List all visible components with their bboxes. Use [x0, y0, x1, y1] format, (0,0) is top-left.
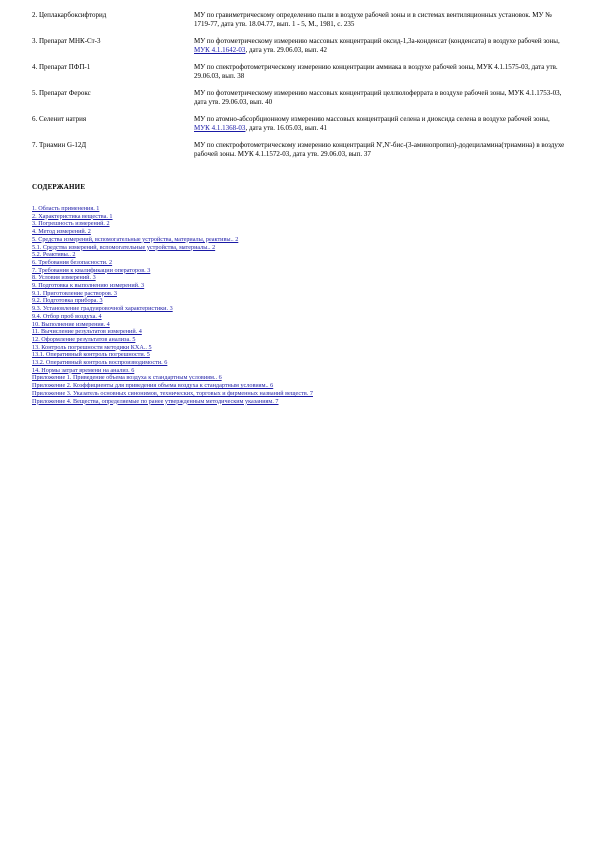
toc-link[interactable]: 9. Подготовка к выполнению измерений. 3	[32, 282, 145, 290]
toc-item	[32, 259, 572, 267]
toc-link[interactable]: 1. Область применения. 1	[32, 205, 100, 212]
reagent-name: 4. Препарат ПФП-1	[32, 63, 91, 71]
table-row	[32, 115, 567, 132]
toc-link[interactable]: 3. Погрешность измерений. 2	[32, 220, 110, 228]
toc-item	[32, 313, 572, 321]
toc-item	[32, 398, 572, 406]
toc-link[interactable]: 5.2. Реактивы.. 2	[32, 251, 76, 259]
toc-link[interactable]: 11. Вычисление результатов измерений. 4	[32, 328, 142, 336]
toc-link[interactable]: 6. Требования безопасности. 2	[32, 258, 113, 266]
toc-link[interactable]: 12. Оформление результатов анализа. 5	[32, 335, 136, 343]
reagent-method	[194, 115, 567, 132]
toc-link[interactable]: 10. Выполнение измерения. 4	[32, 320, 110, 328]
method-text: МУ по спектрофотометрическому измерению концентрации аммиака в воздухе рабочей зоны, МУК 4.1.1575-03, дата утв. 29.06.03, вып. 38	[194, 63, 558, 80]
document-link[interactable]: МУК 4.1.1642-03	[194, 45, 246, 54]
toc-link[interactable]: 13.2. Оперативный контроль воспроизводимости. 6	[32, 359, 168, 367]
table-row	[32, 89, 567, 106]
toc-item	[32, 344, 572, 352]
toc-link[interactable]: Приложение 2. Коэффициенты для приведения объема воздуха к стандартным условиям.. 6	[32, 382, 274, 390]
toc-item	[32, 290, 572, 298]
toc-item	[32, 282, 572, 290]
toc-link[interactable]: 9.1. Приготовление растворов. 3	[32, 289, 117, 297]
toc-item	[32, 321, 572, 329]
toc-item	[32, 359, 572, 367]
toc-link[interactable]: 9.3. Установление градуировочной характеристики. 3	[32, 305, 173, 313]
reagent-name: 3. Препарат МНК-Ст-3	[32, 37, 101, 45]
reagent-name: 6. Селенит натрия	[32, 115, 87, 123]
reagent-name: 7. Триамин G-12Д	[32, 141, 87, 149]
toc-item	[32, 374, 572, 382]
method-text: МУ по фотометрическому измерению массовых концентраций целлюлоферрата в воздухе рабочей зоны, МУК 4.1.1753-03, дата утв. 29.06.03, вып. 40	[194, 89, 562, 106]
toc-link[interactable]: 14. Нормы затрат времени на анализ. 6	[32, 366, 135, 374]
toc-link[interactable]: 5. Средства измерений, вспомогательные устройства, материалы, реактивы.. 2	[32, 235, 239, 243]
toc-link[interactable]: 8. Условия измерений. 3	[32, 274, 96, 282]
table-row	[32, 37, 567, 54]
method-text: , дата утв. 16.05.03, вып. 41	[245, 123, 328, 132]
toc-link[interactable]: 13.1. Оперативный контроль погрешности. 5	[32, 351, 150, 359]
toc-item	[32, 274, 572, 282]
document-link[interactable]: МУК 4.1.1368-03	[194, 123, 246, 132]
reagent-name: 5. Препарат Ферокс	[32, 89, 91, 97]
toc-link[interactable]: 13. Контроль погрешности методики КХА.. 5	[32, 343, 152, 351]
table-of-contents	[32, 205, 572, 405]
reagent-method	[194, 63, 567, 80]
table-row	[32, 63, 567, 80]
method-text: МУ по гравиметрическому определению пыли в воздухе рабочей зоны и в системах вентиляционных установок. МУ № 1719-77, дата утв. 18.04.77, вып. 1 - 5, М., 1981, с. 235	[194, 11, 552, 28]
toc-item	[32, 305, 572, 313]
reagent-method	[194, 89, 567, 106]
toc-item	[32, 336, 572, 344]
reagent-name: 2. Цеплакарбоксифторид	[32, 11, 107, 19]
reagent-method	[194, 141, 567, 158]
toc-item	[32, 251, 572, 259]
toc-item	[32, 382, 572, 390]
reagent-method	[194, 37, 567, 54]
toc-item	[32, 351, 572, 359]
toc-item	[32, 244, 572, 252]
toc-link[interactable]: 2. Характеристика вещества. 1	[32, 212, 113, 220]
table-row	[32, 141, 567, 158]
toc-item	[32, 213, 572, 221]
method-text: МУ по фотометрическому измерению массовых концентраций оксид-1,3а-конденсат (конденсата) в воздухе рабочей зоны,	[194, 37, 560, 45]
toc-item	[32, 267, 572, 275]
toc-link[interactable]: 4. Метод измерений. 2	[32, 228, 91, 236]
toc-link[interactable]: Приложение 3. Указатель основных синонимов, технических, торговых и фирменных названий веществ. 7	[32, 389, 313, 397]
method-text: МУ по спектрофотометрическому измерению концентраций N',N'-бис-(3-аминопропил)-додециламина(триамина) в воздухе рабочей зоны. МУК 4.1.1572-03, дата утв. 29.06.03, вып. 37	[194, 141, 565, 158]
reagents-table	[32, 11, 567, 158]
table-row	[32, 11, 567, 28]
toc-title: СОДЕРЖАНИЕ	[32, 183, 86, 191]
method-text: , дата утв. 29.06.03, вып. 42	[245, 45, 328, 54]
toc-link[interactable]: Приложение 1. Приведение объема воздуха к стандартным условиям.. 6	[32, 374, 222, 382]
toc-item	[32, 328, 572, 336]
method-text: МУ по атомно-абсорбционному измерению массовых концентраций селена и диоксида селена в воздухе рабочей зоны,	[194, 115, 550, 123]
toc-item	[32, 236, 572, 244]
toc-item	[32, 220, 572, 228]
toc-item	[32, 367, 572, 375]
toc-item	[32, 297, 572, 305]
toc-item	[32, 228, 572, 236]
toc-link[interactable]: Приложение 4. Вещества, определяемые по ранее утвержденным методическим указаниям. 7	[32, 397, 279, 405]
reagent-method	[194, 11, 567, 28]
toc-link[interactable]: 7. Требования к квалификации операторов. 3	[32, 266, 151, 274]
toc-link[interactable]: 5.1. Средства измерений, вспомогательные устройства, материалы.. 2	[32, 243, 216, 251]
toc-link[interactable]: 9.2. Подготовка прибора. 3	[32, 297, 103, 305]
toc-link[interactable]: 9.4. Отбор проб воздуха. 4	[32, 312, 102, 320]
toc-item	[32, 390, 572, 398]
toc-item	[32, 205, 572, 213]
